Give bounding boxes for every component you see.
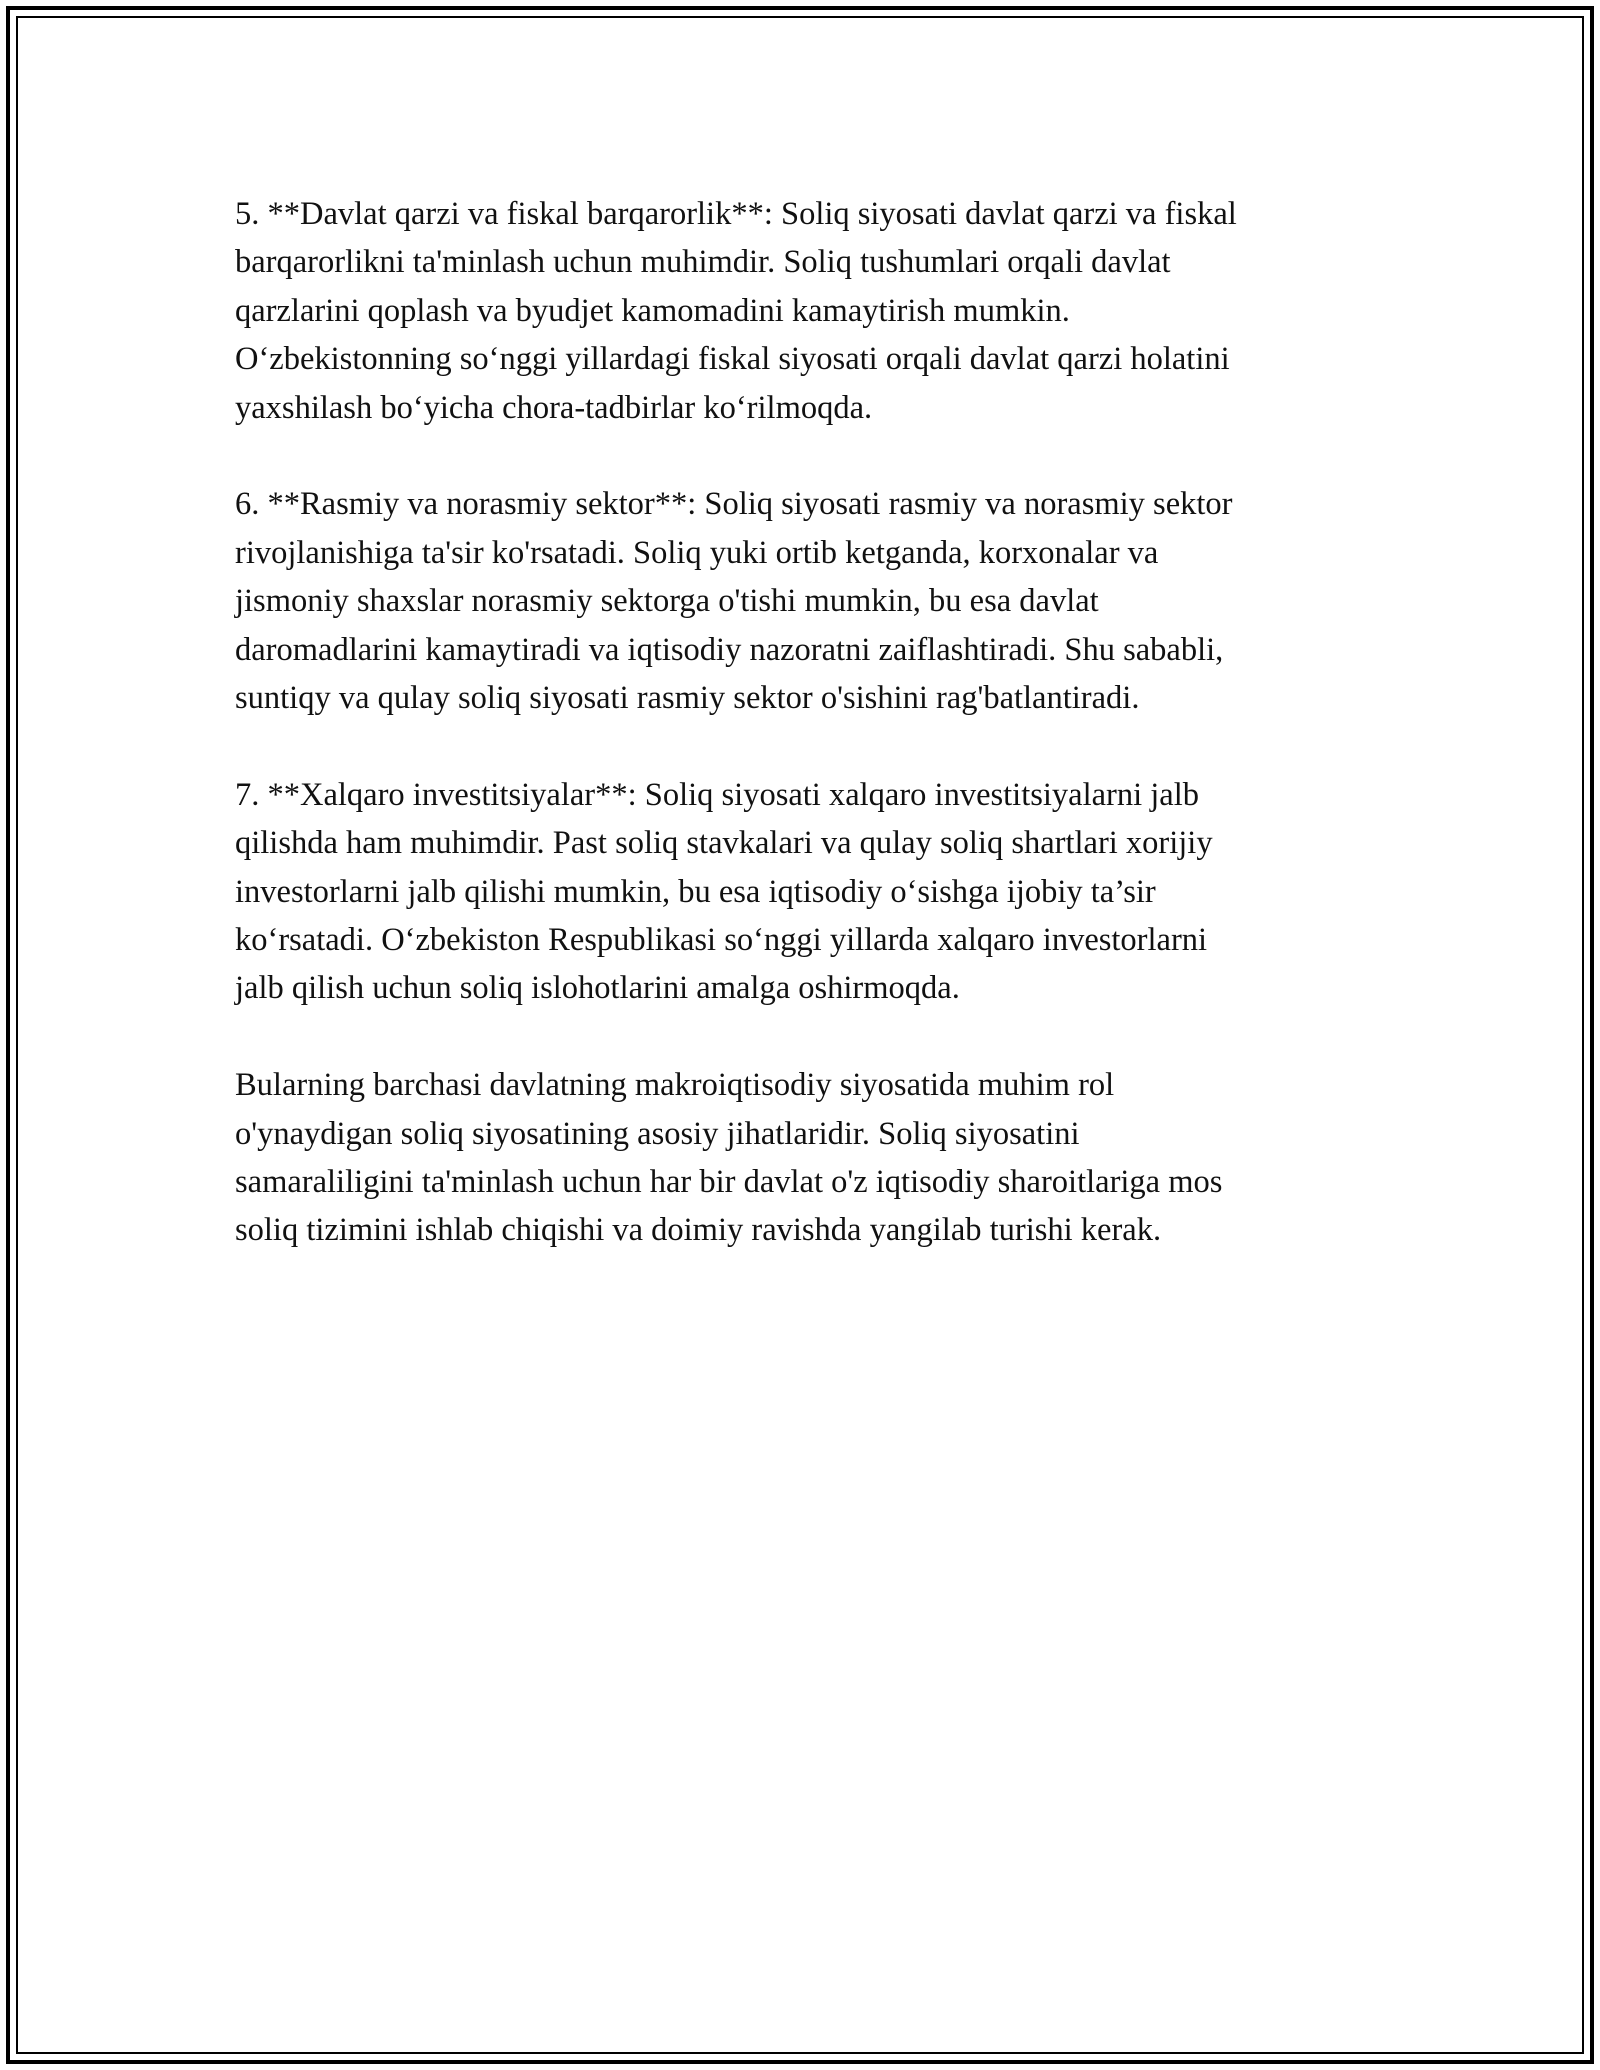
- paragraph-debt-fiscal-stability: [235, 190, 1415, 432]
- text-line: rivojlanishiga ta'sir ko'rsatadi. Soliq yuki ortib ketganda, korxonalar va: [235, 534, 1159, 571]
- text-line: jismoniy shaxslar norasmiy sektorga o'tishi mumkin, bu esa davlat: [235, 583, 1099, 620]
- text-line: o'ynaydigan soliq siyosatining asosiy jihatlaridir. Soliq siyosatini: [235, 1115, 1080, 1152]
- text-line: qarzlarini qoplash va byudjet kamomadini kamaytirish mumkin.: [235, 292, 1070, 329]
- text-line: suntiqy va qulay soliq siyosati rasmiy sektor o'sishini rag'batlantiradi.: [235, 680, 1140, 717]
- text-line: investorlarni jalb qilishi mumkin, bu esa iqtisodiy o‘sishga ijobiy ta’sir: [235, 873, 1156, 910]
- text-line: O‘zbekistonning so‘nggi yillardagi fiskal siyosati orqali davlat qarzi holatini: [235, 341, 1230, 378]
- text-line: jalb qilish uchun soliq islohotlarini amalga oshirmoqda.: [235, 970, 960, 1007]
- paragraph-international-investment: [235, 771, 1415, 1013]
- text-line: qilishda ham muhimdir. Past soliq stavkalari va qulay soliq shartlari xorijiy: [235, 825, 1213, 862]
- text-line: 5. **Davlat qarzi va fiskal barqarorlik**: Soliq siyosati davlat qarzi va fiskal: [235, 196, 1237, 232]
- text-line: samaraliligini ta'minlash uchun har bir davlat o'z iqtisodiy sharoitlariga mos: [235, 1164, 1223, 1201]
- text-line: Bularning barchasi davlatning makroiqtisodiy siyosatida muhim rol: [235, 1067, 1115, 1104]
- document-body: [235, 190, 1415, 1303]
- paragraph-formal-informal-sector: [235, 480, 1415, 722]
- text-line: barqarorlikni ta'minlash uchun muhimdir. Soliq tushumlari orqali davlat: [235, 244, 1171, 281]
- text-line: yaxshilash bo‘yicha chora-tadbirlar ko‘rilmoqda.: [235, 389, 873, 426]
- paragraph-conclusion: [235, 1061, 1415, 1255]
- text-line: 7. **Xalqaro investitsiyalar**: Soliq siyosati xalqaro investitsiyalarni jalb: [235, 776, 1200, 813]
- text-line: 6. **Rasmiy va norasmiy sektor**: Soliq siyosati rasmiy va norasmiy sektor: [235, 486, 1233, 523]
- text-line: daromadlarini kamaytiradi va iqtisodiy nazoratni zaiflashtiradi. Shu sababli,: [235, 631, 1224, 668]
- text-line: soliq tizimini ishlab chiqishi va doimiy ravishda yangilab turishi kerak.: [235, 1212, 1162, 1249]
- text-line: ko‘rsatadi. O‘zbekiston Respublikasi so‘nggi yillarda xalqaro investorlarni: [235, 922, 1208, 959]
